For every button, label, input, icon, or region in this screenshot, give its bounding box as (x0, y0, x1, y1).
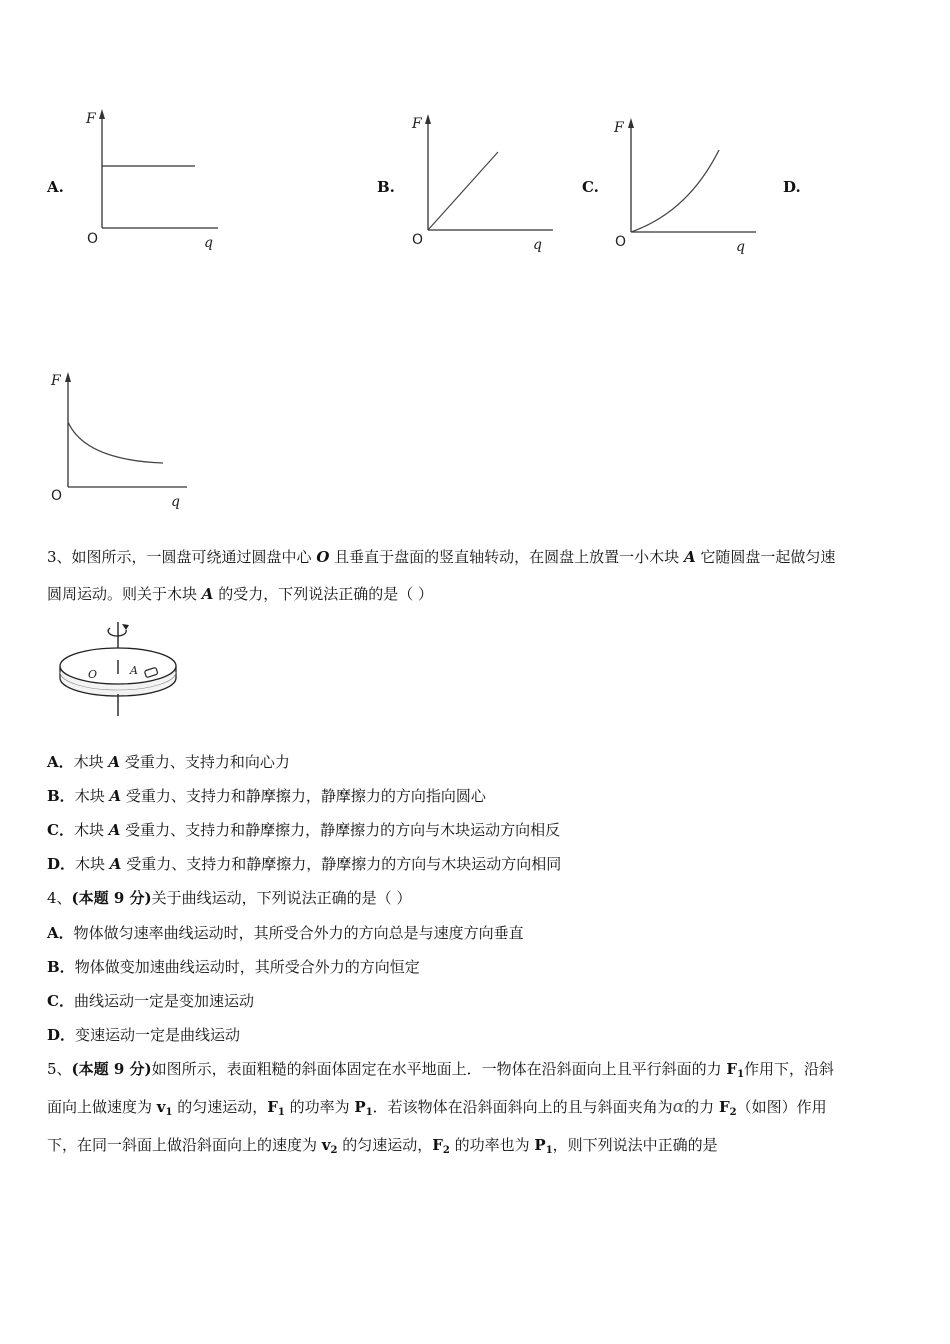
q4-stem: 4、(本题 9 分)关于曲线运动，下列说法正确的是（ ） (47, 889, 412, 907)
graph-a-axis-x: q (204, 235, 213, 251)
option-d-label: D. (783, 178, 801, 196)
q5-stem-line-1: 5、(本题 9 分)如图所示，表面粗糙的斜面体固定在水平地面上．一物体在沿斜面向上且平行斜面的力 $F_1$作用下，沿斜 (47, 1060, 835, 1080)
graph-c-axis-x: q (736, 239, 745, 255)
q3-stem-line-2: 圆周运动。则关于木块 A 的受力，下列说法正确的是（ ） (47, 585, 433, 603)
q3-option-a[interactable]: A．木块 A 受重力、支持力和向心力 (47, 753, 290, 771)
q3-option-c[interactable]: C．木块 A 受重力、支持力和静摩擦力，静摩擦力的方向与木块运动方向相反 (47, 821, 561, 839)
rotating-disc-figure (52, 618, 192, 727)
q3-option-b[interactable]: B．木块 A 受重力、支持力和静摩擦力，静摩擦力的方向指向圆心 (47, 787, 486, 805)
graph-b-origin: O (412, 232, 424, 248)
graph-b-axis-x: q (533, 237, 542, 253)
q4-option-a[interactable]: A．物体做匀速率曲线运动时，其所受合外力的方向总是与速度方向垂直 (47, 924, 524, 942)
option-a-label: A. (47, 178, 64, 196)
graph-d-axis-x: q (171, 494, 180, 510)
graph-a (80, 105, 230, 255)
q4-option-b[interactable]: B．物体做变加速曲线运动时，其所受合外力的方向恒定 (47, 958, 420, 976)
graph-d-origin: O (51, 488, 63, 504)
graph-d (45, 366, 205, 516)
q4-option-d[interactable]: D．变速运动一定是曲线运动 (47, 1026, 241, 1044)
graph-d-curve (68, 422, 163, 463)
q3-stem-line-1: 3、如图所示，一圆盘可绕通过圆盘中心 O 且垂直于盘面的竖直轴转动，在圆盘上放置一小木块 A 它随圆盘一起做匀速 (47, 548, 836, 566)
q4-option-c[interactable]: C．曲线运动一定是变加速运动 (47, 992, 254, 1010)
graph-b-curve (428, 152, 498, 230)
q3-option-d[interactable]: D．木块 A 受重力、支持力和静摩擦力，静摩擦力的方向与木块运动方向相同 (47, 855, 562, 873)
graph-b (405, 108, 565, 258)
disc-label-a: A (130, 664, 138, 677)
graph-b-axis-y: F (412, 116, 422, 132)
q5-stem-line-2: 面向上做速度为 $v_1$ 的匀速运动，$F_1$ 的功率为 $P_1$．若该物体在沿斜面斜向上的且与斜面夹角为α的力 $F_2$（如图）作用 (47, 1097, 827, 1118)
graph-c (608, 112, 768, 262)
rotation-arrow-icon (108, 628, 126, 636)
q5-stem-line-3: 下，在同一斜面上做沿斜面向上的速度为 $v_2$ 的匀速运动，$F_2$ 的功率也为 $P_1$，则下列说法中正确的是 (47, 1136, 718, 1156)
graph-a-axis-y: F (86, 111, 96, 127)
graph-c-curve (631, 150, 719, 232)
graph-c-axis-y: F (614, 120, 624, 136)
graph-a-origin: O (87, 231, 99, 247)
option-c-label: C. (582, 178, 599, 196)
graph-c-origin: O (615, 234, 627, 250)
option-b-label: B. (377, 178, 395, 196)
disc-label-o: O (88, 668, 98, 681)
graph-d-axis-y: F (51, 373, 61, 389)
